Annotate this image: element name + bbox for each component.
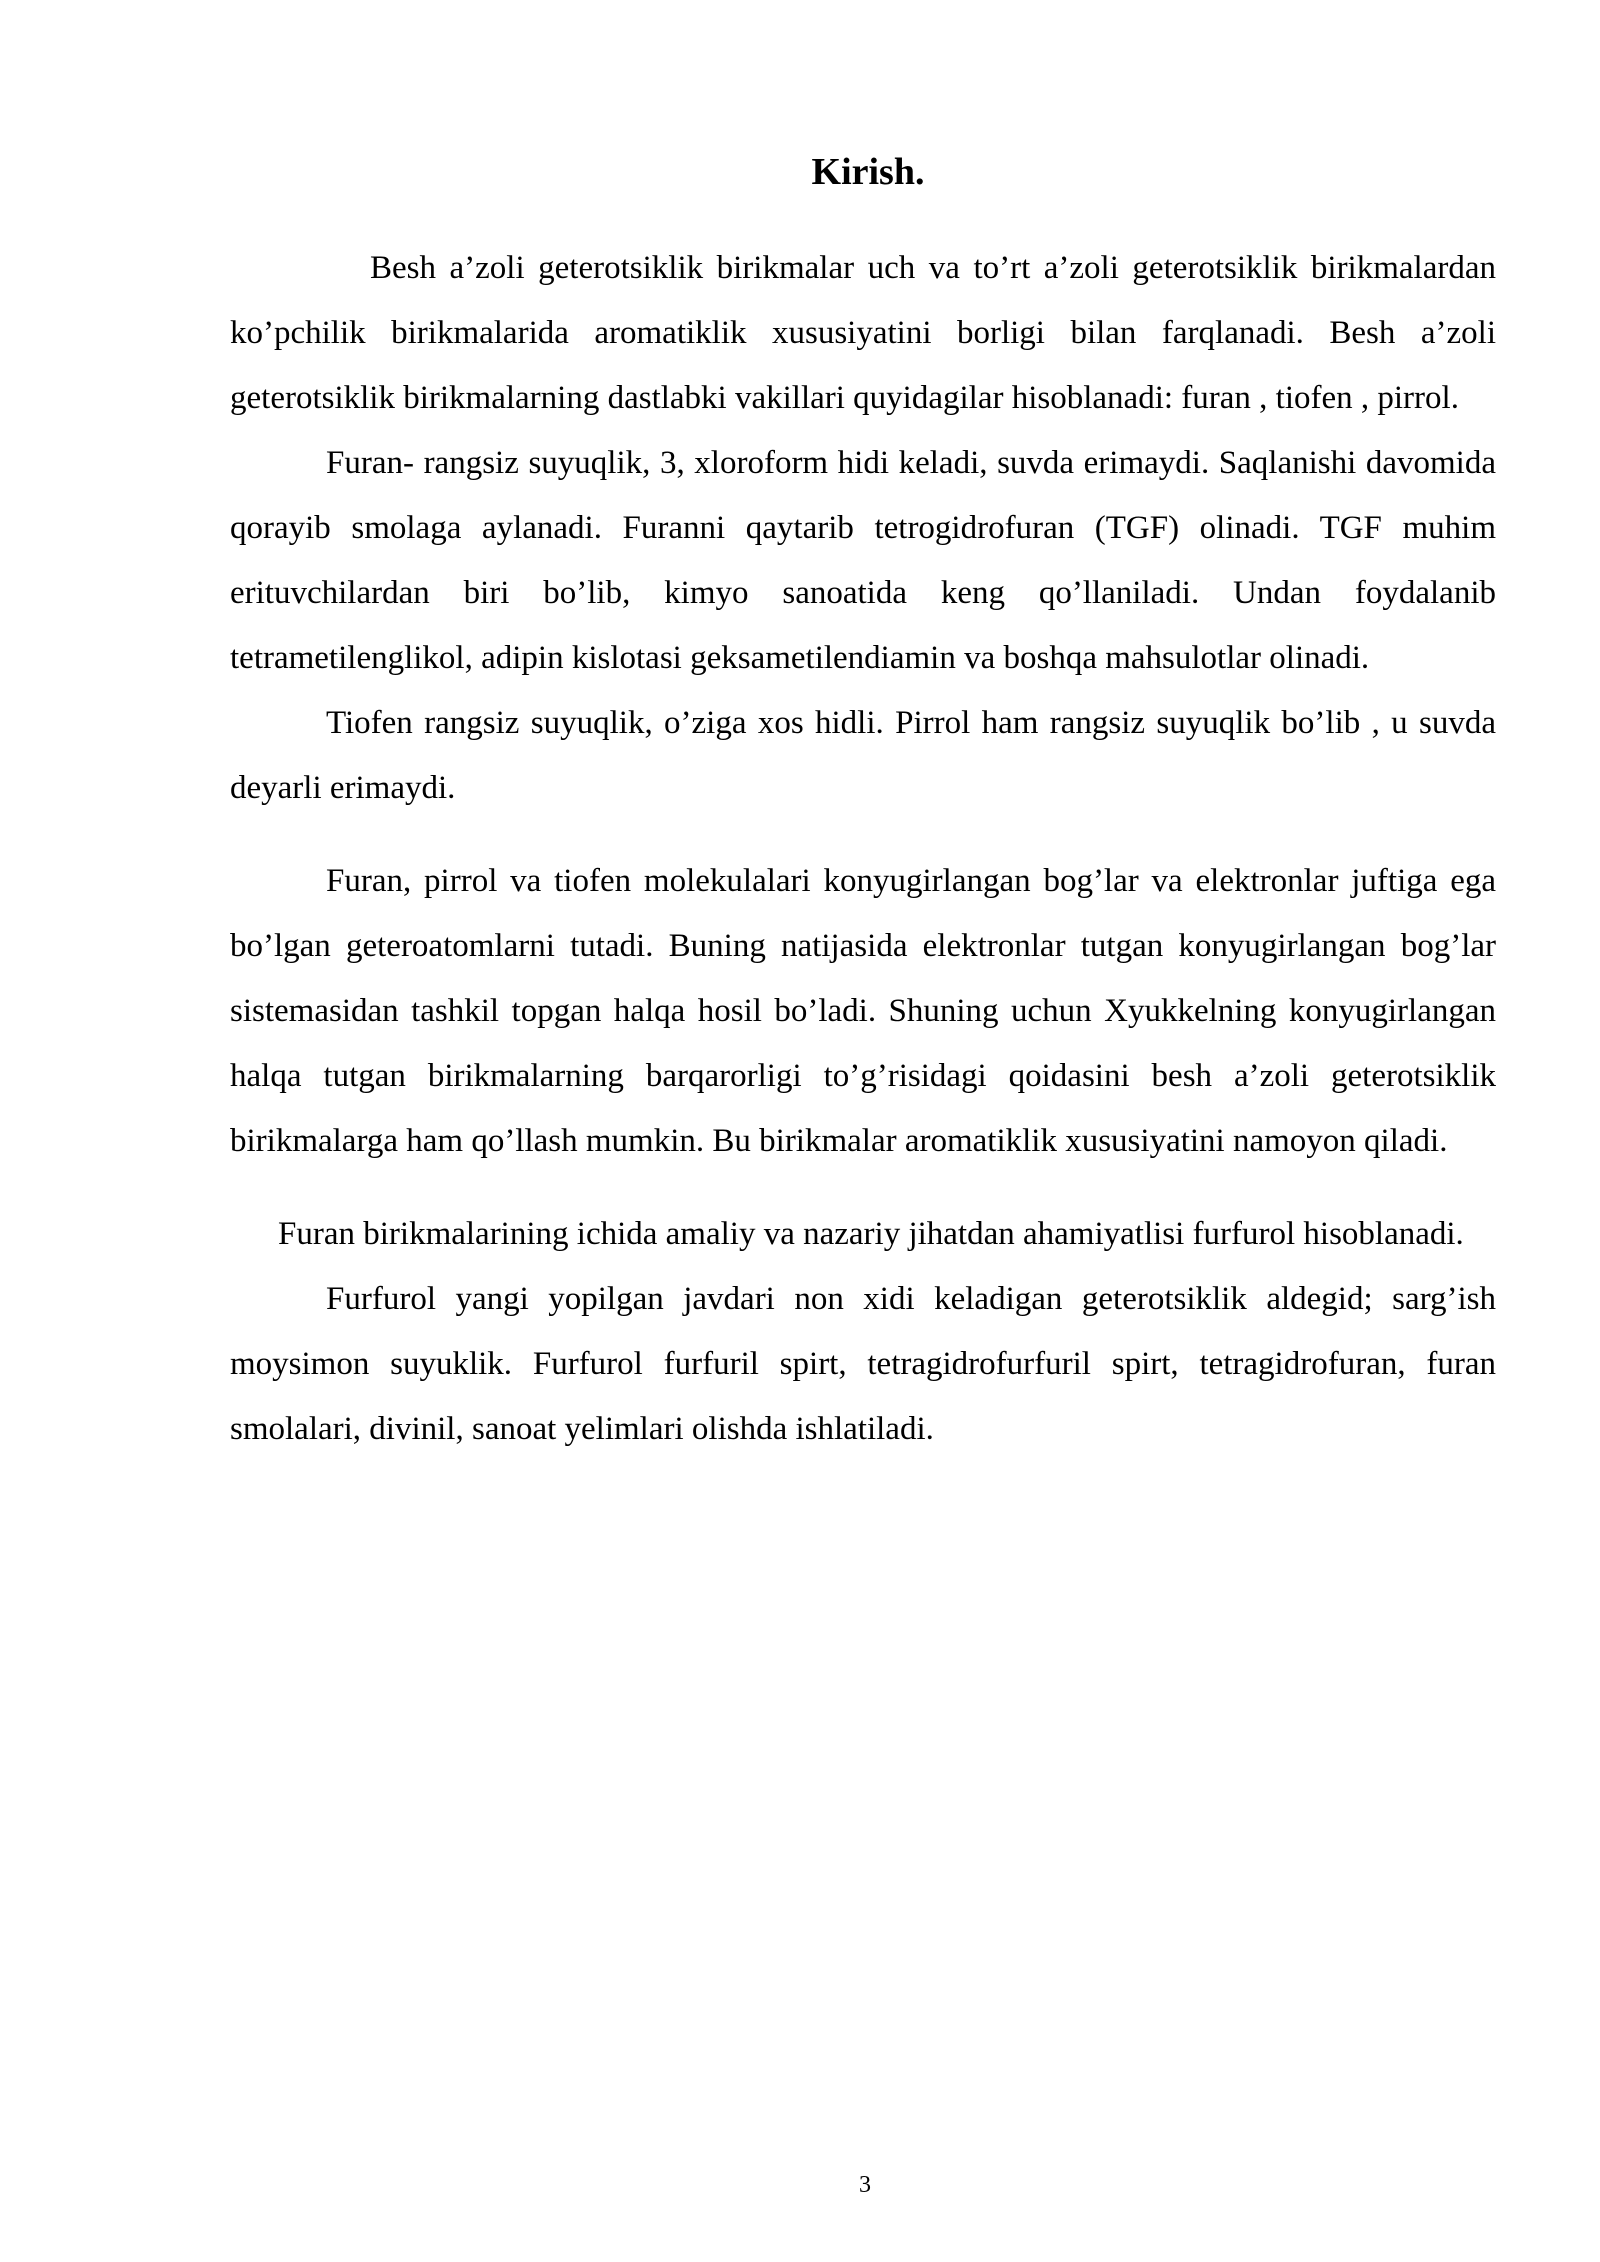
page-content — [230, 150, 1496, 1462]
paragraph-furfurol-intro: Furan birikmalarining ichida amaliy va nazariy jihatdan ahamiyatlisi furfurol hisoblanadi. — [278, 1215, 1464, 1252]
paragraph-molecular-structure: Furan, pirrol va tiofen molekulalari konyugirlangan bog’lar va elektronlar juftiga ega bo’lgan geteroatomlarni tutadi. Buning natijasida elektronlar tutgan konyugirlangan bog’lar sistemasidan tashkil topgan halqa hosil bo’ladi. Shuning uchun Xyukkelning konyugirlangan halqa tutgan birikmalarning barqarorligi to’g’risidagi qoidasini besh a’zoli geterotsiklik birikmalarga ham qo’llash mumkin. Bu birikmalar aromatiklik xususiyatini namoyon qiladi. — [230, 862, 1496, 1159]
page-number: 3 — [859, 2172, 871, 2198]
paragraph-tiofen-pirrol: Tiofen rangsiz suyuqlik, o’ziga xos hidli. Pirrol ham rangsiz suyuqlik bo’lib , u suvda deyarli erimaydi. — [230, 704, 1496, 806]
paragraph-introduction: Besh a’zoli geterotsiklik birikmalar uch va to’rt a’zoli geterotsiklik birikmalardan ko’pchilik birikmalarida aromatiklik xususiyatini borligi bilan farqlanadi. Besh a’zoli geterotsiklik birikmalarning dastlabki vakillari quyidagilar hisoblanadi: furan , tiofen , pirrol. — [230, 249, 1496, 416]
paragraph-furfurol-uses: Furfurol yangi yopilgan javdari non xidi keladigan geterotsiklik aldegid; sarg’ish moysimon suyuklik. Furfurol furfuril spirt, tetragidrofurfuril spirt, tetragidrofuran, furan smolalari, divinil, sanoat yelimlari olishda ishlatiladi. — [230, 1280, 1496, 1447]
page-title: Kirish. — [811, 151, 925, 193]
paragraph-furan: Furan- rangsiz suyuqlik, 3, xloroform hidi keladi, suvda erimaydi. Saqlanishi davomida qorayib smolaga aylanadi. Furanni qaytarib tetrogidrofuran (TGF) olinadi. TGF muhim erituvchilardan biri bo’lib, kimyo sanoatida keng qo’llaniladi. Undan foydalanib tetrametilenglikol, adipin kislotasi geksametilendiamin va boshqa mahsulotlar olinadi. — [230, 444, 1496, 676]
